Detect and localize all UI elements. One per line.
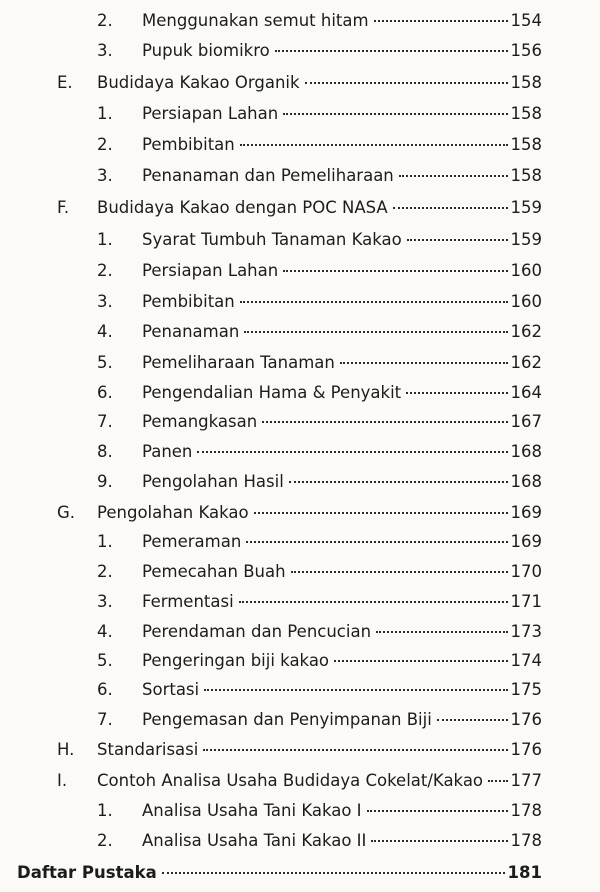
toc-entry-page-number: 159 (510, 230, 542, 249)
toc-entry-line (142, 617, 542, 647)
toc-entry-title: Pengolahan Kakao (97, 503, 249, 522)
toc-entry-title: Contoh Analisa Usaha Budidaya Cokelat/Kakao (97, 771, 484, 790)
toc-entry-title: Pembibitan (142, 292, 235, 311)
toc-entry-page-number: 168 (510, 472, 542, 491)
toc-entry-page-number: 158 (510, 166, 542, 185)
toc-entry-line (142, 557, 542, 587)
toc-subsection (0, 6, 600, 36)
dot-leader (399, 175, 508, 177)
toc-entry-number: 7. (97, 710, 113, 729)
dot-leader (240, 301, 508, 303)
toc-entry-title: Standarisasi (97, 740, 199, 759)
toc-entry-number: 3. (97, 41, 113, 60)
toc-entry-title: Analisa Usaha Tani Kakao I (142, 801, 362, 820)
toc-entry-page-number: 181 (507, 863, 542, 882)
dot-leader (283, 270, 507, 272)
toc-entry-page-number: 158 (510, 135, 542, 154)
dot-leader (334, 660, 507, 662)
dot-leader (437, 719, 508, 721)
toc-entry-page-number: 176 (510, 740, 542, 759)
toc-entry-page-number: 175 (510, 680, 542, 699)
toc-entry-title: Penanaman dan Pemeliharaan (142, 166, 394, 185)
toc-subsection (0, 99, 600, 129)
toc-entry-title: Pupuk biomikro (142, 41, 270, 60)
toc-entry-number: F. (57, 198, 70, 217)
toc-entry-title: Pengendalian Hama & Penyakit (142, 383, 402, 402)
toc-entry-line (142, 161, 542, 191)
toc-entry-number: H. (57, 740, 75, 759)
toc-entry-line (142, 646, 542, 676)
toc-entry-title: Panen (142, 442, 193, 461)
toc-entry-number: 6. (97, 383, 113, 402)
dot-leader (262, 421, 507, 423)
toc-entry-line (142, 467, 542, 497)
toc-entry-page-number: 177 (510, 771, 542, 790)
toc-entry-number: 2. (97, 562, 113, 581)
toc-entry-title: Menggunakan semut hitam (142, 11, 369, 30)
toc-subsection (0, 617, 600, 647)
toc-subsection (0, 407, 600, 437)
toc-entry-title: Syarat Tumbuh Tanaman Kakao (142, 230, 402, 249)
toc-entry-number: 4. (97, 322, 113, 341)
toc-entry-page-number: 174 (510, 651, 542, 670)
toc-section (0, 766, 600, 796)
dot-leader (393, 207, 508, 209)
toc-subsection (0, 256, 600, 286)
toc-entry-number: 5. (97, 353, 113, 372)
toc-entry-line (142, 256, 542, 286)
dot-leader (239, 601, 508, 603)
toc-entry-line (142, 348, 542, 378)
dot-leader (406, 392, 507, 394)
toc-entry-title: Perendaman dan Pencucian (142, 622, 372, 641)
toc-entry-title: Pemecahan Buah (142, 562, 286, 581)
toc-entry-number: 5. (97, 651, 113, 670)
toc-entry-line (142, 675, 542, 705)
toc-subsection (0, 36, 600, 66)
toc-entry-line (97, 735, 542, 765)
toc-entry-title: Persiapan Lahan (142, 261, 279, 280)
dot-leader (283, 113, 507, 115)
toc-entry-number: 3. (97, 592, 113, 611)
dot-leader (254, 512, 508, 514)
toc-entry-line (97, 766, 542, 796)
dot-leader (203, 749, 507, 751)
dot-leader (488, 780, 507, 782)
toc-entry-bibliography (0, 858, 600, 888)
toc-entry-line (142, 796, 542, 826)
toc-entry-line (142, 225, 542, 255)
toc-entry-title: Pemeliharaan Tanaman (142, 353, 335, 372)
dot-leader (376, 631, 507, 633)
toc-entry-page-number: 159 (510, 198, 542, 217)
toc-entry-title: Sortasi (142, 680, 200, 699)
dot-leader (275, 50, 508, 52)
toc-subsection (0, 467, 600, 497)
dot-leader (407, 239, 508, 241)
dot-leader (291, 571, 508, 573)
toc-entry-line (142, 437, 542, 467)
toc-entry-number: 1. (97, 532, 113, 551)
dot-leader (204, 689, 507, 691)
toc-section (0, 498, 600, 528)
toc-entry-title: Pemangkasan (142, 412, 258, 431)
toc-entry-page-number: 170 (510, 562, 542, 581)
toc-section (0, 68, 600, 98)
toc-section (0, 193, 600, 223)
toc-entry-title: Pembibitan (142, 135, 235, 154)
toc-entry-page-number: 154 (510, 11, 542, 30)
toc-entry-number: 1. (97, 104, 113, 123)
toc-entry-title: Penanaman (142, 322, 240, 341)
toc-entry-title: Daftar Pustaka (17, 863, 157, 882)
dot-leader (305, 82, 508, 84)
toc-entry-line (17, 858, 542, 888)
toc-entry-page-number: 178 (510, 801, 542, 820)
toc-entry-page-number: 173 (510, 622, 542, 641)
toc-entry-line (142, 130, 542, 160)
dot-leader (374, 20, 508, 22)
toc-entry-page-number: 162 (510, 322, 542, 341)
toc-entry-line (142, 587, 542, 617)
toc-entry-title: Fermentasi (142, 592, 234, 611)
toc-entry-page-number: 158 (510, 104, 542, 123)
toc-subsection (0, 705, 600, 735)
toc-entry-line (97, 68, 542, 98)
toc-entry-line (142, 287, 542, 317)
toc-entry-number: I. (57, 771, 68, 790)
toc-entry-page-number: 162 (510, 353, 542, 372)
toc-entry-title: Analisa Usaha Tani Kakao II (142, 831, 367, 850)
toc-entry-page-number: 160 (510, 261, 542, 280)
toc-subsection (0, 587, 600, 617)
toc-subsection (0, 826, 600, 856)
toc-entry-page-number: 168 (510, 442, 542, 461)
toc-entry-page-number: 158 (510, 73, 542, 92)
dot-leader (289, 481, 508, 483)
toc-entry-number: 3. (97, 292, 113, 311)
toc-entry-page-number: 164 (510, 383, 542, 402)
toc-entry-number: 9. (97, 472, 113, 491)
dot-leader (340, 362, 508, 364)
toc-entry-number: 6. (97, 680, 113, 699)
toc-entry-page-number: 169 (510, 503, 542, 522)
toc-subsection (0, 130, 600, 160)
toc-entry-title: Pengolahan Hasil (142, 472, 284, 491)
toc-entry-line (142, 407, 542, 437)
toc-entry-line (142, 378, 542, 408)
toc-entry-number: 2. (97, 261, 113, 280)
dot-leader (244, 331, 507, 333)
dot-leader (197, 451, 507, 453)
toc-entry-page-number: 176 (510, 710, 542, 729)
toc-subsection (0, 675, 600, 705)
toc-entry-number: E. (57, 73, 73, 92)
toc-entry-line (142, 826, 542, 856)
dot-leader (162, 872, 505, 874)
toc-section (0, 735, 600, 765)
toc-entry-number: 7. (97, 412, 113, 431)
toc-entry-title: Budidaya Kakao Organik (97, 73, 300, 92)
toc-entry-line (142, 705, 542, 735)
toc-entry-title: Pemeraman (142, 532, 242, 551)
toc-subsection (0, 317, 600, 347)
toc-entry-page-number: 171 (510, 592, 542, 611)
toc-subsection (0, 646, 600, 676)
dot-leader (367, 810, 508, 812)
toc-entry-title: Pengemasan dan Penyimpanan Biji (142, 710, 432, 729)
toc-subsection (0, 287, 600, 317)
toc-entry-number: 4. (97, 622, 113, 641)
toc-entry-number: 3. (97, 166, 113, 185)
dot-leader (371, 840, 507, 842)
toc-entry-number: G. (57, 503, 76, 522)
toc-entry-title: Budidaya Kakao dengan POC NASA (97, 198, 388, 217)
toc-subsection (0, 161, 600, 191)
toc-entry-number: 8. (97, 442, 113, 461)
toc-entry-number: 2. (97, 11, 113, 30)
toc-entry-line (142, 36, 542, 66)
toc-subsection (0, 378, 600, 408)
toc-entry-number: 2. (97, 831, 113, 850)
toc-entry-line (97, 193, 542, 223)
toc-entry-page-number: 169 (510, 532, 542, 551)
toc-subsection (0, 557, 600, 587)
toc-entry-title: Pengeringan biji kakao (142, 651, 330, 670)
dot-leader (246, 541, 507, 543)
toc-entry-page-number: 178 (510, 831, 542, 850)
toc-entry-line (142, 317, 542, 347)
toc-entry-page-number: 156 (510, 41, 542, 60)
toc-subsection (0, 437, 600, 467)
toc-entry-page-number: 160 (510, 292, 542, 311)
toc-subsection (0, 796, 600, 826)
dot-leader (240, 144, 508, 146)
toc-entry-line (97, 498, 542, 528)
toc-subsection (0, 348, 600, 378)
toc-entry-number: 1. (97, 230, 113, 249)
toc-entry-page-number: 167 (510, 412, 542, 431)
toc-entry-line (142, 527, 542, 557)
toc-entry-line (142, 99, 542, 129)
toc-subsection (0, 527, 600, 557)
toc-entry-number: 1. (97, 801, 113, 820)
toc-subsection (0, 225, 600, 255)
toc-entry-title: Persiapan Lahan (142, 104, 279, 123)
toc-entry-number: 2. (97, 135, 113, 154)
toc-entry-line (142, 6, 542, 36)
